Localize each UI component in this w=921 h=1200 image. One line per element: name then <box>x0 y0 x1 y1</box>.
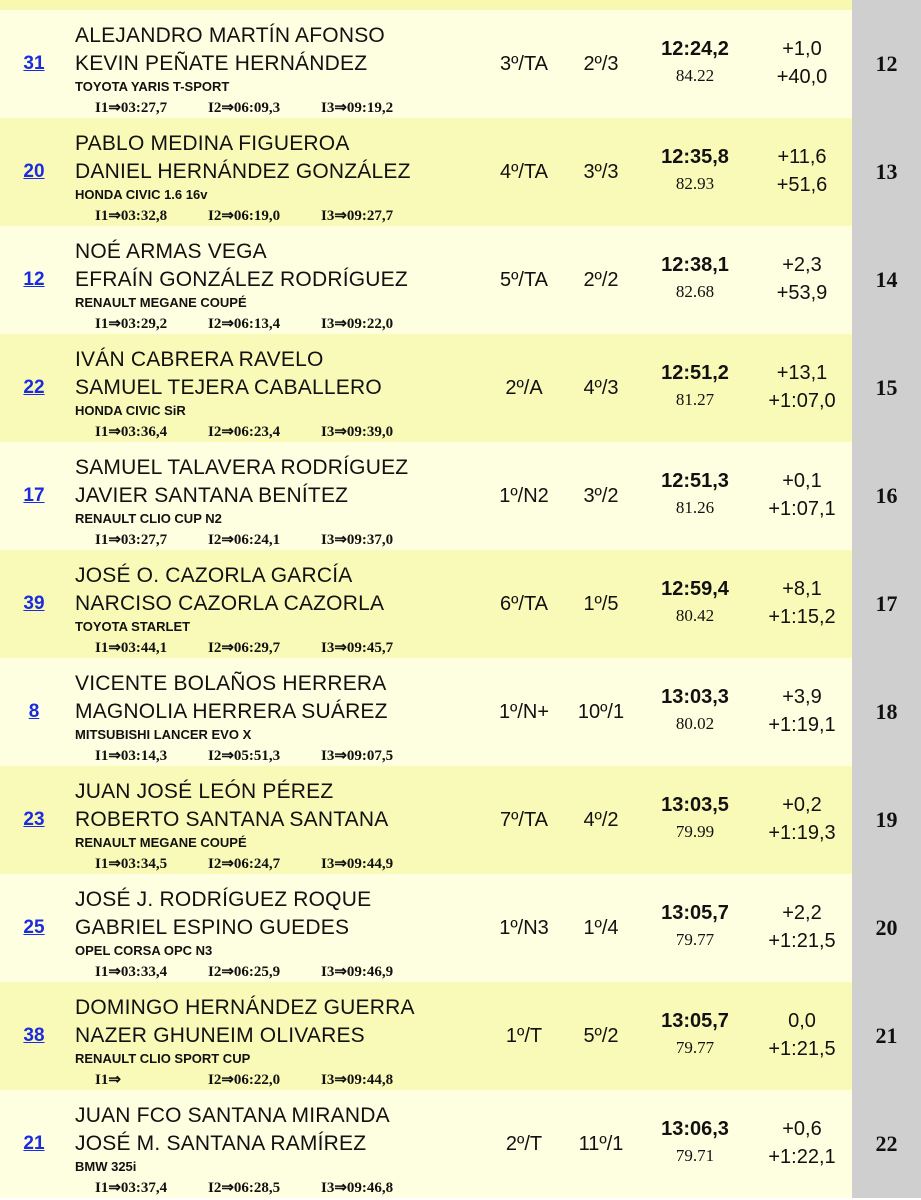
group-position: 1º/4 <box>583 917 619 939</box>
group-position: 3º/3 <box>583 161 619 183</box>
split-3: I3⇒09:44,9 <box>321 856 394 872</box>
split-1: I1⇒03:27,7 <box>95 100 168 116</box>
overall-position: 17 <box>852 550 921 658</box>
result-row <box>0 10 921 118</box>
gap-to-leader: +1:15,2 <box>768 606 836 628</box>
overall-position: 12 <box>852 10 921 118</box>
codriver-name: NARCISO CAZORLA CAZORLA <box>75 592 385 615</box>
car-number-cell <box>0 118 68 226</box>
group-position: 10º/1 <box>577 701 625 723</box>
average-speed: 81.26 <box>675 498 715 517</box>
previous-row-edge <box>0 0 921 10</box>
split-3: I3⇒09:39,0 <box>321 424 394 440</box>
stage-time: 12:51,3 <box>661 470 729 492</box>
car-number-link[interactable]: 38 <box>23 1025 45 1046</box>
class-position: 5º/TA <box>499 269 549 291</box>
average-speed: 82.93 <box>675 174 715 193</box>
split-3: I3⇒09:22,0 <box>321 316 394 332</box>
car-number-link[interactable]: 17 <box>23 485 45 506</box>
car-number-cell <box>0 442 68 550</box>
stage-time: 12:38,1 <box>661 254 729 276</box>
car-number-link[interactable]: 23 <box>23 809 45 830</box>
car-number-cell <box>0 1090 68 1198</box>
gap-to-leader: +40,0 <box>776 66 828 88</box>
car-model: OPEL CORSA OPC N3 <box>75 943 213 958</box>
gap-to-leader: +1:19,3 <box>768 822 836 844</box>
gap-to-leader: +53,9 <box>776 282 828 304</box>
group-position: 4º/3 <box>583 377 619 399</box>
group-position: 1º/5 <box>583 593 619 615</box>
class-position: 1º/T <box>505 1025 543 1047</box>
driver-name: JOSÉ J. RODRÍGUEZ ROQUE <box>75 888 372 911</box>
split-1: I1⇒03:36,4 <box>95 424 168 440</box>
gap-to-leader: +1:21,5 <box>768 930 836 952</box>
split-2: I2⇒06:09,3 <box>208 100 281 116</box>
group-position: 5º/2 <box>583 1025 619 1047</box>
average-speed: 79.71 <box>675 1146 715 1165</box>
gap-to-leader: +1:22,1 <box>768 1146 836 1168</box>
codriver-name: SAMUEL TEJERA CABALLERO <box>75 376 382 399</box>
group-position: 2º/2 <box>583 269 619 291</box>
gap-to-previous: +0,6 <box>782 1118 822 1140</box>
overall-position: 16 <box>852 442 921 550</box>
split-2: I2⇒06:13,4 <box>208 316 281 332</box>
split-2: I2⇒06:28,5 <box>208 1180 281 1196</box>
gap-to-leader: +1:07,1 <box>768 498 836 520</box>
stage-time: 12:59,4 <box>661 578 729 600</box>
split-3: I3⇒09:46,9 <box>321 964 394 980</box>
car-number-cell <box>0 658 68 766</box>
car-model: HONDA CIVIC 1.6 16v <box>75 187 208 202</box>
average-speed: 80.02 <box>675 714 715 733</box>
driver-name: DOMINGO HERNÁNDEZ GUERRA <box>75 996 415 1019</box>
split-1: I1⇒03:29,2 <box>95 316 168 332</box>
car-number-cell <box>0 982 68 1090</box>
split-2: I2⇒05:51,3 <box>208 748 281 764</box>
car-number-link[interactable]: 39 <box>23 593 45 614</box>
average-speed: 79.77 <box>675 1038 715 1057</box>
stage-time: 13:06,3 <box>661 1118 729 1140</box>
car-model: RENAULT MEGANE COUPÉ <box>75 295 247 310</box>
codriver-name: GABRIEL ESPINO GUEDES <box>75 916 350 939</box>
split-1: I1⇒03:34,5 <box>95 856 168 872</box>
average-speed: 84.22 <box>675 66 715 85</box>
result-row <box>0 442 921 550</box>
stage-time: 12:35,8 <box>661 146 729 168</box>
car-number-cell <box>0 226 68 334</box>
driver-name: ALEJANDRO MARTÍN AFONSO <box>75 24 385 47</box>
split-1: I1⇒03:33,4 <box>95 964 168 980</box>
split-3: I3⇒09:07,5 <box>321 748 394 764</box>
overall-position: 19 <box>852 766 921 874</box>
car-number-link[interactable]: 22 <box>23 377 45 398</box>
car-model: RENAULT CLIO SPORT CUP <box>75 1051 251 1066</box>
car-model: TOYOTA STARLET <box>75 619 191 634</box>
split-1: I1⇒03:37,4 <box>95 1180 168 1196</box>
car-model: HONDA CIVIC SiR <box>75 403 186 418</box>
result-row <box>0 550 921 658</box>
codriver-name: EFRAÍN GONZÁLEZ RODRÍGUEZ <box>75 268 408 291</box>
driver-name: JUAN JOSÉ LEÓN PÉREZ <box>75 780 334 803</box>
split-3: I3⇒09:45,7 <box>321 640 394 656</box>
codriver-name: MAGNOLIA HERRERA SUÁREZ <box>75 700 388 723</box>
gap-to-leader: +51,6 <box>776 174 828 196</box>
car-number-cell <box>0 334 68 442</box>
driver-name: VICENTE BOLAÑOS HERRERA <box>75 672 387 695</box>
split-2: I2⇒06:25,9 <box>208 964 281 980</box>
car-number-link[interactable]: 12 <box>23 269 45 290</box>
stage-time: 12:24,2 <box>661 38 729 60</box>
group-position: 3º/2 <box>583 485 619 507</box>
overall-position: 21 <box>852 982 921 1090</box>
stage-time: 13:05,7 <box>661 1010 729 1032</box>
split-3: I3⇒09:27,7 <box>321 208 394 224</box>
car-number-link[interactable]: 25 <box>23 917 45 938</box>
result-row <box>0 874 921 982</box>
result-row <box>0 658 921 766</box>
stage-time: 13:03,5 <box>661 794 729 816</box>
gap-to-previous: +11,6 <box>777 146 827 168</box>
car-number-link[interactable]: 21 <box>23 1133 45 1154</box>
car-model: MITSUBISHI LANCER EVO X <box>75 727 252 742</box>
class-position: 1º/N3 <box>499 917 549 939</box>
codriver-name: ROBERTO SANTANA SANTANA <box>75 808 389 831</box>
car-number-cell <box>0 874 68 982</box>
class-position: 2º/T <box>505 1133 543 1155</box>
gap-to-previous: +1,0 <box>782 38 822 60</box>
split-2: I2⇒06:19,0 <box>208 208 281 224</box>
gap-to-previous: +8,1 <box>782 578 822 600</box>
split-1: I1⇒03:32,8 <box>95 208 168 224</box>
driver-name: NOÉ ARMAS VEGA <box>75 240 267 263</box>
driver-name: JOSÉ O. CAZORLA GARCÍA <box>75 564 353 587</box>
car-number-cell <box>0 766 68 874</box>
group-position: 4º/2 <box>583 809 619 831</box>
result-row <box>0 334 921 442</box>
split-2: I2⇒06:24,1 <box>208 532 281 548</box>
stage-time: 13:03,3 <box>661 686 729 708</box>
driver-name: IVÁN CABRERA RAVELO <box>75 348 324 371</box>
result-row <box>0 1090 921 1198</box>
split-1: I1⇒03:27,7 <box>95 532 168 548</box>
gap-to-previous: +0,2 <box>782 794 822 816</box>
overall-position: 20 <box>852 874 921 982</box>
car-model: RENAULT MEGANE COUPÉ <box>75 835 247 850</box>
split-2: I2⇒06:22,0 <box>208 1072 281 1088</box>
overall-position: 22 <box>852 1090 921 1198</box>
gap-to-previous: +2,3 <box>782 254 822 276</box>
codriver-name: JOSÉ M. SANTANA RAMÍREZ <box>75 1132 367 1155</box>
overall-position: 14 <box>852 226 921 334</box>
overall-position: 15 <box>852 334 921 442</box>
result-row <box>0 118 921 226</box>
average-speed: 79.77 <box>675 930 715 949</box>
overall-position: 18 <box>852 658 921 766</box>
gap-to-leader: +1:21,5 <box>768 1038 836 1060</box>
car-number-link[interactable]: 8 <box>28 701 40 722</box>
class-position: 2º/A <box>505 377 543 399</box>
split-2: I2⇒06:24,7 <box>208 856 281 872</box>
codriver-name: DANIEL HERNÁNDEZ GONZÁLEZ <box>75 160 411 183</box>
average-speed: 81.27 <box>675 390 715 409</box>
average-speed: 80.42 <box>675 606 715 625</box>
stage-time: 12:51,2 <box>661 362 729 384</box>
group-position: 2º/3 <box>583 53 619 75</box>
gap-to-previous: +0,1 <box>782 470 822 492</box>
split-2: I2⇒06:29,7 <box>208 640 281 656</box>
gap-to-leader: +1:07,0 <box>768 390 836 412</box>
driver-name: SAMUEL TALAVERA RODRÍGUEZ <box>75 456 409 479</box>
codriver-name: KEVIN PEÑATE HERNÁNDEZ <box>75 52 368 75</box>
split-2: I2⇒06:23,4 <box>208 424 281 440</box>
class-position: 1º/N2 <box>499 485 549 507</box>
split-1: I1⇒03:44,1 <box>95 640 168 656</box>
car-number-cell <box>0 10 68 118</box>
split-3: I3⇒09:46,8 <box>321 1180 394 1196</box>
class-position: 7º/TA <box>499 809 549 831</box>
overall-position: 13 <box>852 118 921 226</box>
codriver-name: JAVIER SANTANA BENÍTEZ <box>75 484 349 507</box>
gap-to-previous: +2,2 <box>782 902 822 924</box>
car-model: BMW 325i <box>75 1159 137 1174</box>
group-position: 11º/1 <box>578 1133 624 1155</box>
result-row <box>0 766 921 874</box>
class-position: 1º/N+ <box>498 701 550 723</box>
driver-name: PABLO MEDINA FIGUEROA <box>75 132 350 155</box>
split-3: I3⇒09:19,2 <box>321 100 394 116</box>
class-position: 6º/TA <box>499 593 549 615</box>
split-1: I1⇒ <box>95 1072 121 1088</box>
driver-name: JUAN FCO SANTANA MIRANDA <box>75 1104 390 1127</box>
average-speed: 82.68 <box>675 282 715 301</box>
split-3: I3⇒09:37,0 <box>321 532 394 548</box>
stage-time: 13:05,7 <box>661 902 729 924</box>
gap-to-previous: +13,1 <box>776 362 828 384</box>
gap-to-leader: +1:19,1 <box>768 714 836 736</box>
car-number-cell <box>0 550 68 658</box>
split-1: I1⇒03:14,3 <box>95 748 168 764</box>
average-speed: 79.99 <box>675 822 715 841</box>
split-3: I3⇒09:44,8 <box>321 1072 394 1088</box>
car-number-link[interactable]: 20 <box>23 161 45 182</box>
car-number-link[interactable]: 31 <box>23 53 45 74</box>
car-model: RENAULT CLIO CUP N2 <box>75 511 222 526</box>
result-row <box>0 226 921 334</box>
gap-to-previous: +3,9 <box>782 686 822 708</box>
car-model: TOYOTA YARIS T-SPORT <box>75 79 230 94</box>
gap-to-previous: 0,0 <box>788 1010 816 1032</box>
class-position: 3º/TA <box>499 53 549 75</box>
codriver-name: NAZER GHUNEIM OLIVARES <box>75 1024 365 1047</box>
position-cell-edge <box>852 0 921 10</box>
class-position: 4º/TA <box>499 161 549 183</box>
result-row <box>0 982 921 1090</box>
